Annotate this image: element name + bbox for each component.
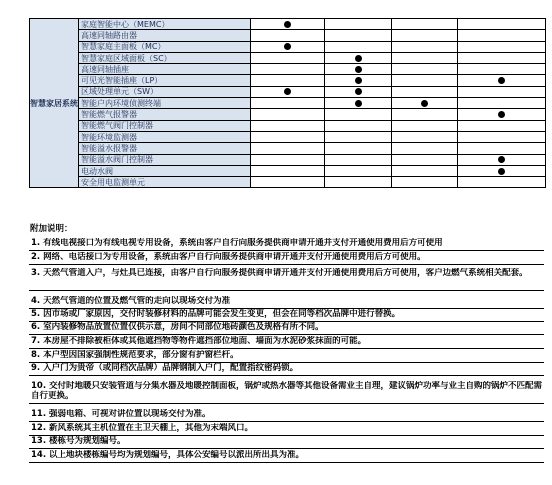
note-divider [29, 403, 544, 404]
mark-cell [458, 165, 546, 176]
included-dot-icon [355, 88, 362, 95]
equipment-name: 区域处理单元（SW） [79, 86, 251, 97]
equipment-name: 智能户内环境侦测终端 [79, 98, 251, 109]
equipment-name: 智能环境监测器 [79, 131, 251, 142]
mark-cell [251, 120, 325, 131]
mark-cell [458, 52, 546, 63]
table-row [30, 143, 546, 154]
note-divider [29, 421, 544, 422]
table-row [30, 154, 546, 165]
mark-cell [392, 64, 458, 75]
equipment-name: 智能溢水阀门控制器 [79, 154, 251, 165]
table-row [30, 120, 546, 131]
mark-cell [392, 52, 458, 63]
table-row [30, 177, 546, 188]
mark-cell [251, 109, 325, 120]
equipment-name: 智慧家庭主面板（MC） [79, 41, 251, 52]
mark-cell [325, 19, 392, 30]
mark-cell [392, 41, 458, 52]
mark-cell [251, 165, 325, 176]
included-dot-icon [421, 100, 428, 107]
table-row [30, 19, 546, 30]
mark-cell [325, 120, 392, 131]
mark-cell [392, 154, 458, 165]
note-line: 13. 楼栋号为规划编号。 [31, 436, 126, 446]
table-row [30, 75, 546, 86]
included-dot-icon [284, 43, 291, 50]
mark-cell [325, 165, 392, 176]
included-dot-icon [355, 66, 362, 73]
mark-cell [392, 75, 458, 86]
mark-cell [392, 120, 458, 131]
note-line: 7. 本房屋不排除被柜体或其他遮挡物等物件遮挡部位地面、墙面为水泥砂浆抹面的可能。 [31, 336, 367, 346]
mark-cell [458, 177, 546, 188]
equipment-name: 家庭智能中心（MEMC） [79, 19, 251, 30]
table-row [30, 98, 546, 109]
mark-cell [325, 30, 392, 41]
note-line: 12. 新风系统其主机位置在主卫天棚上，其他为末端风口。 [31, 423, 254, 433]
equipment-name: 智能燃气报警器 [79, 109, 251, 120]
note-line: 8. 本户型因国家强制性规范要求，部分窗有护窗栏杆。 [31, 350, 239, 360]
note-divider [29, 264, 544, 265]
table-row [30, 52, 546, 63]
mark-cell [251, 75, 325, 86]
note-line: 10. 交付时地暖只安装管道与分集水器及地暖控制面板，锅炉或热水器等其他设备需业主自理，建议锅炉功率与业主自购的锅炉不匹配需自行更换。 [31, 381, 543, 401]
notes-title: 附加说明： [30, 224, 73, 234]
equipment-table [29, 18, 546, 188]
note-line: 9. 入户门为贵帝（或同档次品牌）品牌钢制入户门，配置指纹密码锁。 [31, 363, 299, 373]
mark-cell [251, 86, 325, 97]
mark-cell [251, 30, 325, 41]
mark-cell [251, 52, 325, 63]
mark-cell [251, 19, 325, 30]
mark-cell [325, 143, 392, 154]
note-divider [29, 290, 544, 291]
mark-cell [458, 19, 546, 30]
table-row [30, 109, 546, 120]
equipment-name: 安全用电监测单元 [79, 177, 251, 188]
note-line: 1. 有线电视接口为有线电视专用设备，系统由客户自行向服务提供商申请开通并支付开通使用费用后方可使用 [31, 238, 443, 248]
mark-cell [325, 177, 392, 188]
mark-cell [325, 64, 392, 75]
mark-cell [325, 131, 392, 142]
mark-cell [325, 75, 392, 86]
mark-cell [325, 86, 392, 97]
mark-cell [325, 52, 392, 63]
mark-cell [392, 30, 458, 41]
mark-cell [392, 143, 458, 154]
mark-cell [458, 64, 546, 75]
note-line: 4. 天然气管道的位置及燃气管的走向以现场交付为准 [31, 296, 231, 306]
table-row [30, 165, 546, 176]
mark-cell [325, 98, 392, 109]
category-cell: 智慧家居系统 [30, 19, 79, 188]
included-dot-icon [284, 88, 291, 95]
included-dot-icon [284, 21, 291, 28]
mark-cell [458, 75, 546, 86]
table-row [30, 131, 546, 142]
note-line: 14. 以上地块楼栋编号均为规划编号，具体公安编号以派出所出具为准。 [31, 450, 305, 460]
mark-cell [392, 109, 458, 120]
equipment-name: 智能溢水报警器 [79, 143, 251, 154]
mark-cell [458, 98, 546, 109]
mark-cell [392, 131, 458, 142]
note-divider [29, 250, 544, 251]
mark-cell [251, 143, 325, 154]
table-row [30, 30, 546, 41]
note-line: 11. 强弱电箱、可视对讲位置以现场交付为准。 [31, 409, 211, 419]
included-dot-icon [498, 111, 505, 118]
mark-cell [251, 154, 325, 165]
mark-cell [458, 86, 546, 97]
equipment-name: 智能燃气阀门控制器 [79, 120, 251, 131]
included-dot-icon [498, 77, 505, 84]
equipment-name: 智慧家庭区域面板（SC） [79, 52, 251, 63]
note-line: 2. 网络、电话接口为专用设备，系统由客户自行向服务提供商申请开通并支付开通使用费用后方可使用。 [31, 252, 426, 262]
mark-cell [325, 109, 392, 120]
note-divider [29, 375, 544, 376]
mark-cell [325, 154, 392, 165]
equipment-name: 可见光智能插座（LP） [79, 75, 251, 86]
mark-cell [251, 177, 325, 188]
mark-cell [251, 41, 325, 52]
mark-cell [458, 143, 546, 154]
note-line: 3. 天然气管道入户，与灶具已连接，由客户自行向服务提供商申请开通并支付开通使用费用后方可使用，客户边燃气系统相关配套。 [31, 268, 528, 278]
mark-cell [458, 41, 546, 52]
mark-cell [392, 177, 458, 188]
note-divider [29, 448, 544, 449]
mark-cell [251, 131, 325, 142]
mark-cell [458, 120, 546, 131]
table-row [30, 64, 546, 75]
note-divider [29, 462, 544, 463]
note-line: 5. 因市场或厂家原因，交付时装修材料的品牌可能会发生变更，但会在同等档次品牌中进行替换。 [31, 309, 401, 319]
table-row [30, 41, 546, 52]
included-dot-icon [498, 168, 505, 175]
included-dot-icon [498, 156, 505, 163]
equipment-name: 电动水阀 [79, 165, 251, 176]
mark-cell [458, 131, 546, 142]
note-line: 6. 室内装修物品放置位置仅供示意，房间不同部位地砖颜色及规格有所不同。 [31, 322, 324, 332]
mark-cell [392, 86, 458, 97]
table-row [30, 86, 546, 97]
mark-cell [392, 98, 458, 109]
note-divider [29, 348, 544, 349]
mark-cell [251, 64, 325, 75]
mark-cell [392, 19, 458, 30]
included-dot-icon [355, 77, 362, 84]
mark-cell [392, 165, 458, 176]
equipment-name: 高速同轴路由器 [79, 30, 251, 41]
included-dot-icon [355, 100, 362, 107]
mark-cell [458, 109, 546, 120]
mark-cell [458, 30, 546, 41]
mark-cell [325, 41, 392, 52]
note-divider [29, 334, 544, 335]
equipment-name: 高速同轴插座 [79, 64, 251, 75]
mark-cell [458, 154, 546, 165]
mark-cell [251, 98, 325, 109]
included-dot-icon [355, 55, 362, 62]
